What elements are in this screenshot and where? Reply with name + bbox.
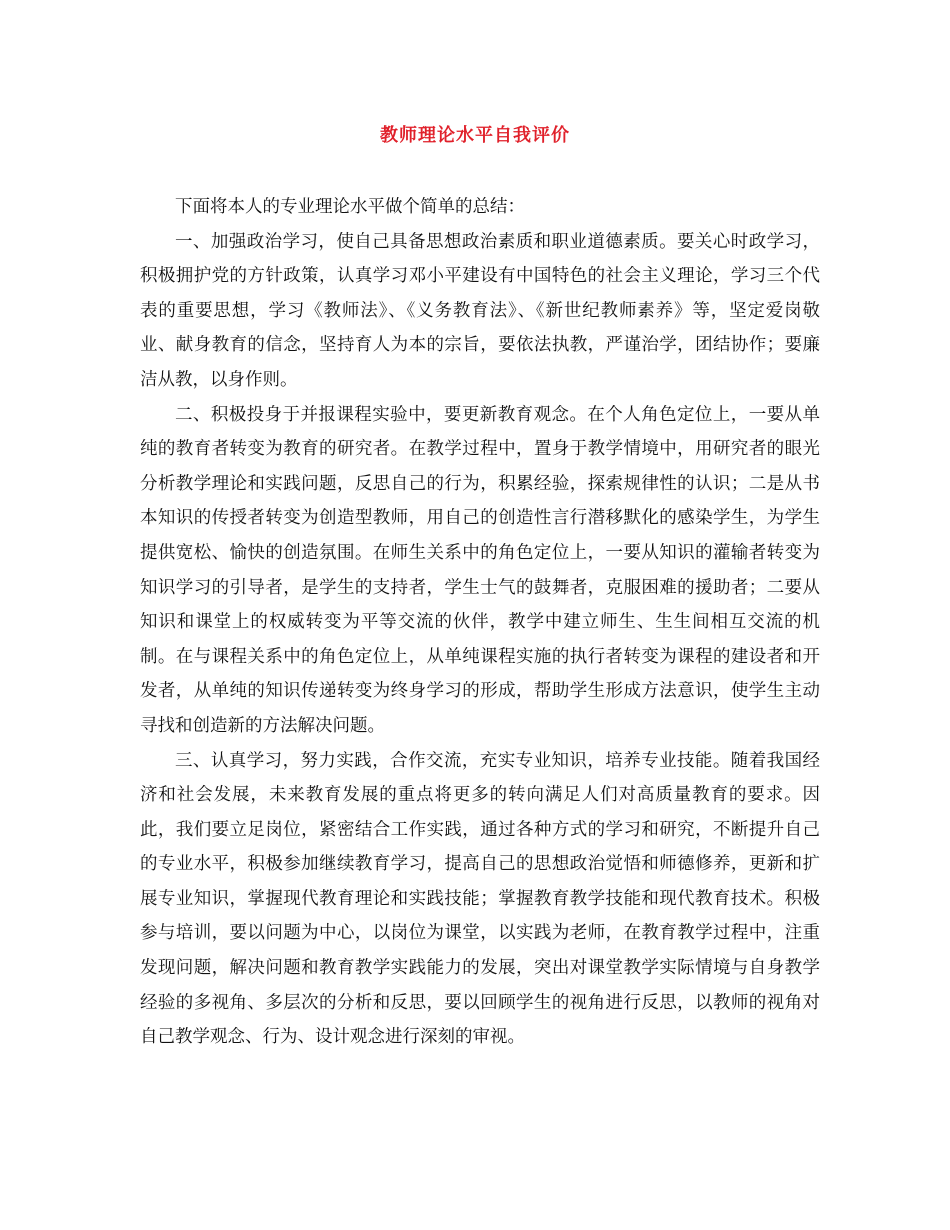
- document-title: 教师理论水平自我评价: [380, 125, 570, 146]
- paragraph-section-3: 三、认真学习，努力实践，合作交流，充实专业知识，培养专业技能。随着我国经济和社会发展，未来教育发展的重点将更多的转向满足人们对高质量教育的要求。因此，我们要立足岗位，紧密结合工作实践，通过各种方式的学习和研究，不断提升自己的专业水平，积极参加继续教育学习，提高自己的思想政治觉悟和师德修养，更新和扩展专业知识，掌握现代教育理论和实践技能；掌握教育教学技能和现代教育技术。积极参与培训，要以问题为中心，以岗位为课堂，以实践为老师，在教育教学过程中，注重发现问题，解决问题和教育教学实践能力的发展，突出对课堂教学实际情境与自身教学经验的多视角、多层次的分析和反思，要以回顾学生的视角进行反思，以教师的视角对自己教学观念、行为、设计观念进行深刻的审视。: [140, 750, 820, 1048]
- paragraph-section-2: 二、积极投身于并报课程实验中，要更新教育观念。在个人角色定位上，一要从单纯的教育者转变为教育的研究者。在教学过程中，置身于教学情境中，用研究者的眼光分析教学理论和实践问题，反思自己的行为，积累经验，探索规律性的认识；二是从书本知识的传授者转变为创造型教师，用自己的创造性言行潜移默化的感染学生，为学生提供宽松、愉快的创造氛围。在师生关系中的角色定位上，一要从知识的灌输者转变为知识学习的引导者，是学生的支持者，学生士气的鼓舞者，克服困难的援助者；二要从知识和课堂上的权威转变为平等交流的伙伴，教学中建立师生、生生间相互交流的机制。在与课程关系中的角色定位上，从单纯课程实施的执行者转变为课程的建设者和开发者，从单纯的知识传递转变为终身学习的形成，帮助学生形成方法意识，使学生主动寻找和创造新的方法解决问题。: [140, 404, 820, 736]
- paragraph-intro: 下面将本人的专业理论水平做个简单的总结：: [175, 197, 525, 217]
- paragraph-section-1: 一、加强政治学习，使自己具备思想政治素质和职业道德素质。要关心时政学习，积极拥护党的方针政策，认真学习邓小平建设有中国特色的社会主义理论，学习三个代表的重要思想，学习《教师法》、《义务教育法》、《新世纪教师素养》等，坚定爱岗敬业、献身教育的信念，坚持育人为本的宗旨，要依法执教，严谨治学，团结协作；要廉洁从教，以身作则。: [140, 231, 820, 390]
- document-body: [140, 190, 820, 1055]
